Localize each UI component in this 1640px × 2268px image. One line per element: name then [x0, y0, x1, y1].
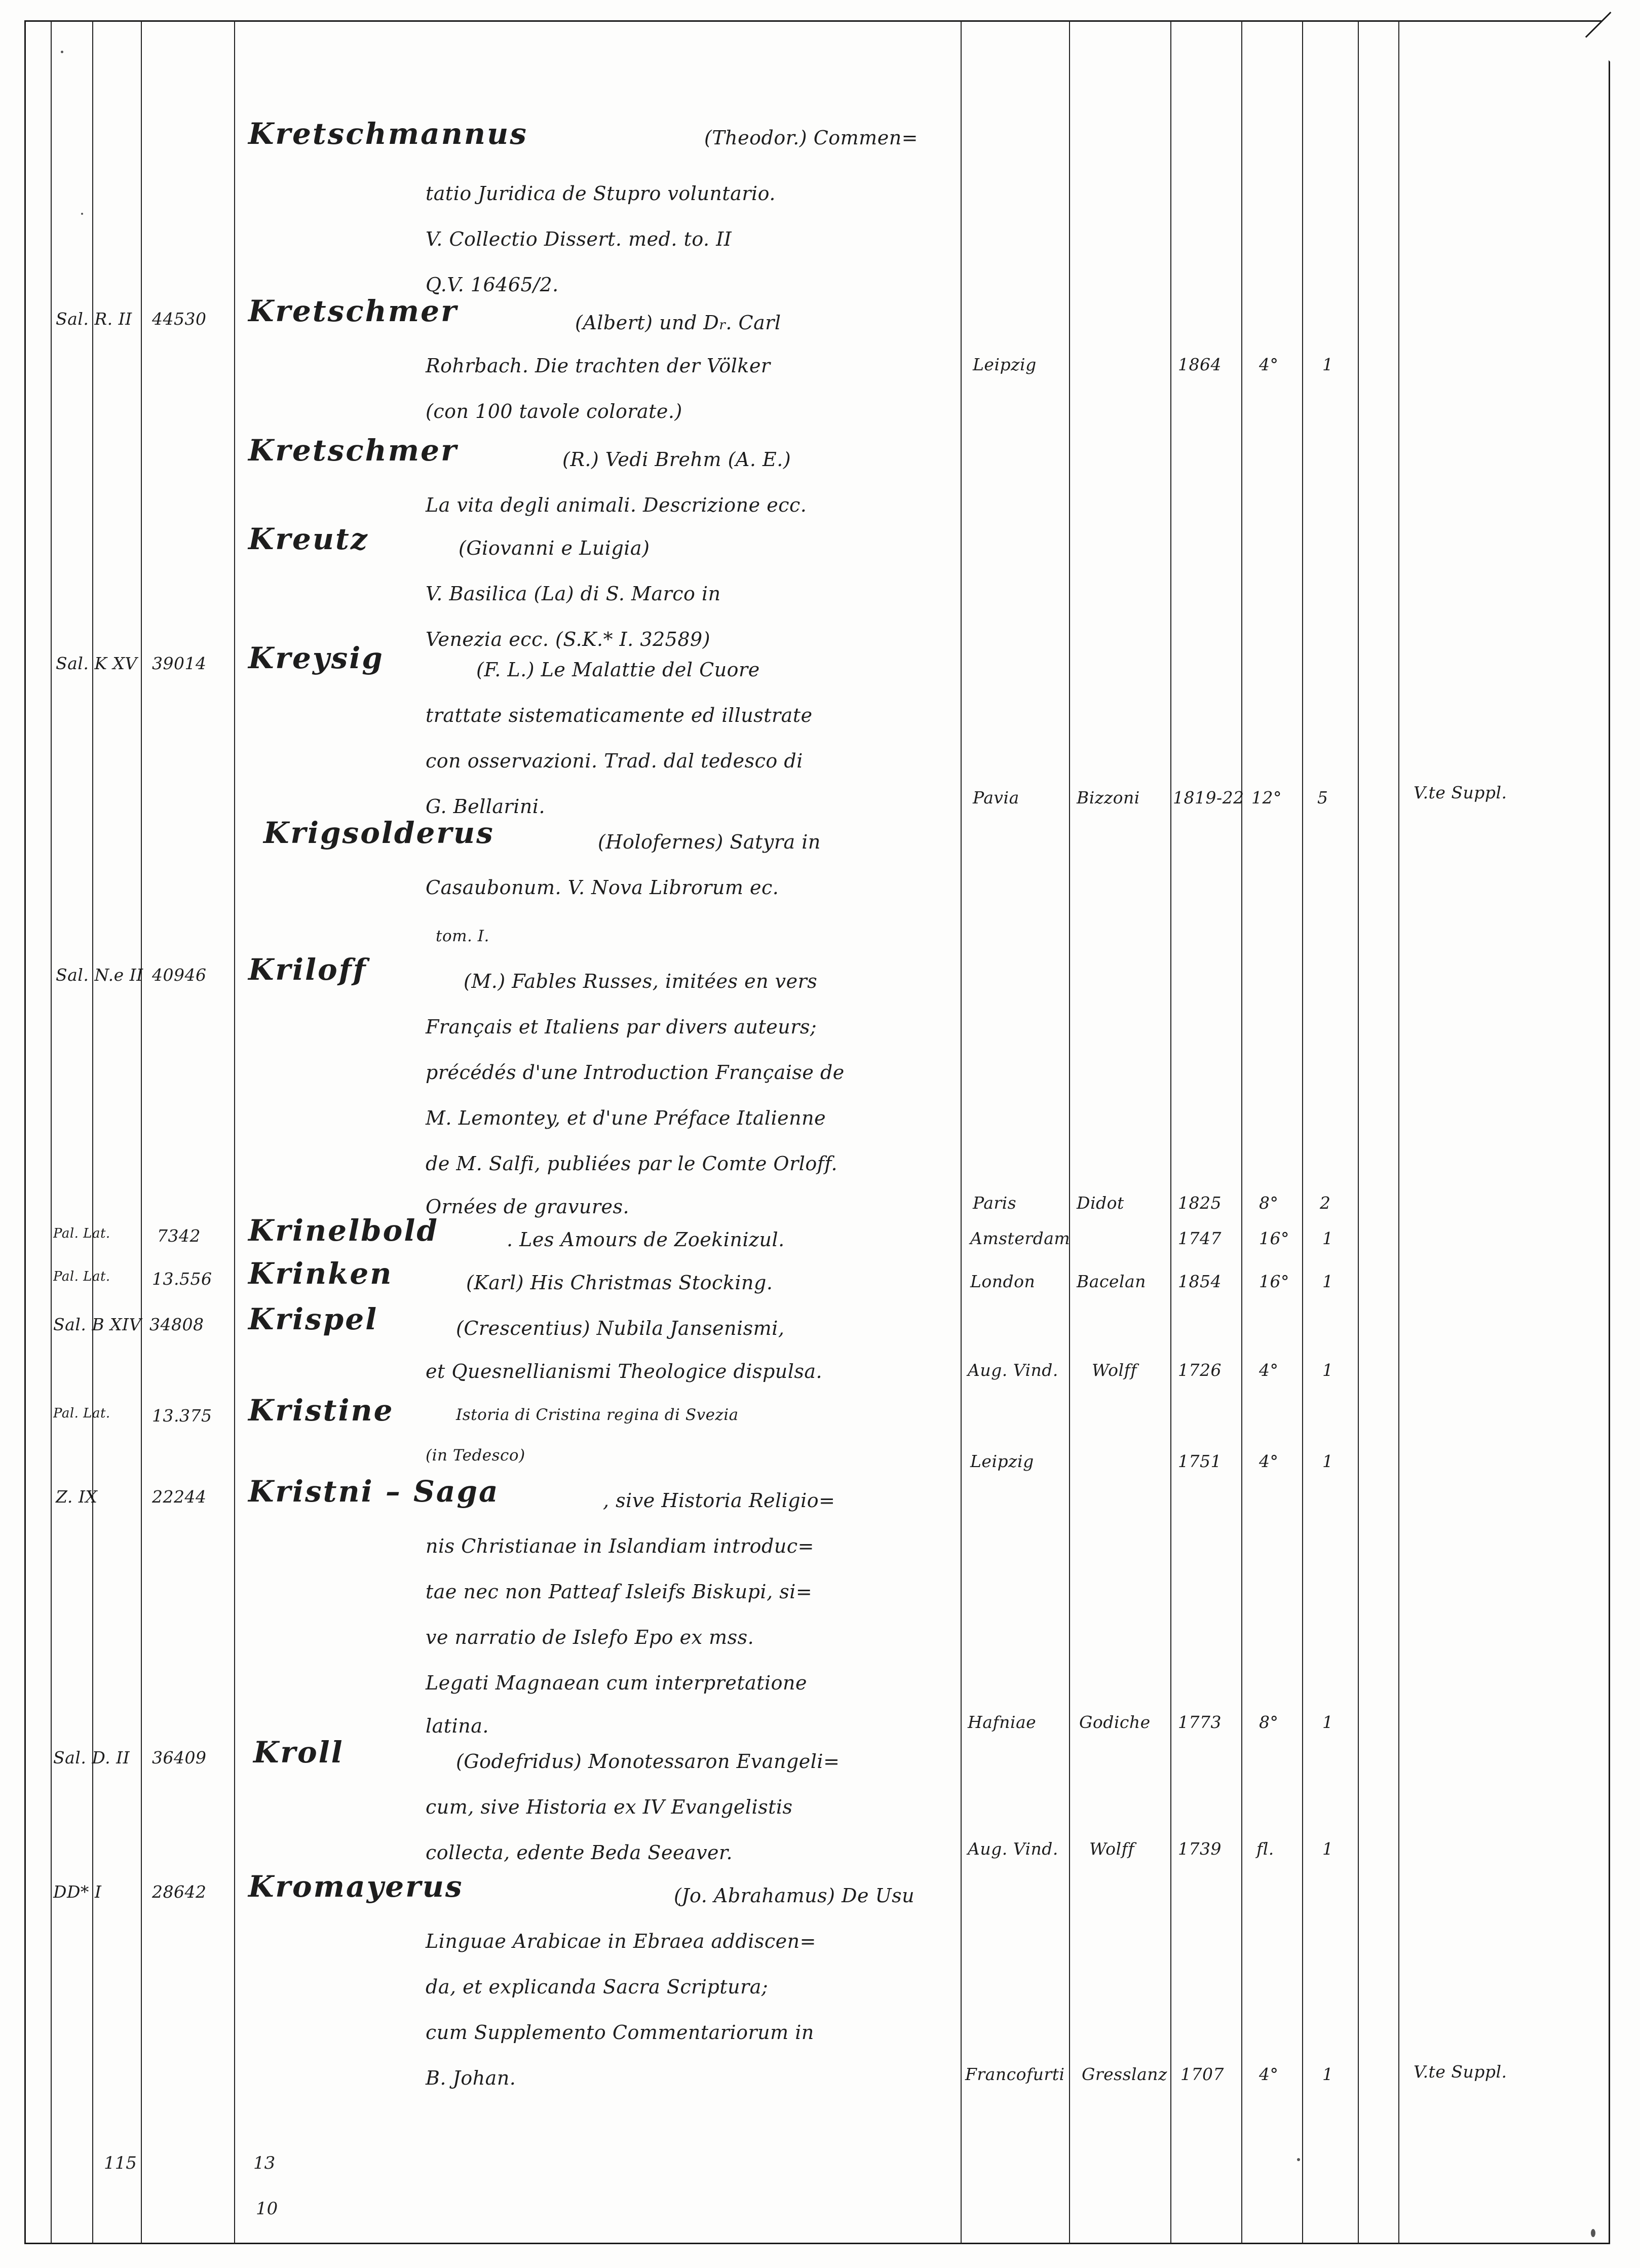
entry-line: tom. I. — [436, 927, 489, 945]
footer-middle-number-2: 10 — [256, 2199, 278, 2219]
entry-headword: Kromayerus — [248, 1869, 464, 1904]
entry-shelfmark: Sal. D. II — [53, 1748, 130, 1767]
entry-line: (in Tedesco) — [426, 1446, 525, 1465]
entry-line: Français et Italiens par divers auteurs; — [426, 1016, 817, 1038]
entry-place: Aug. Vind. — [968, 1839, 1058, 1859]
column-rule-4 — [234, 20, 235, 2244]
entry-number: 13.375 — [152, 1406, 212, 1426]
entry-headword: Kroll — [253, 1735, 344, 1770]
entry-printer: Wolff — [1089, 1839, 1135, 1859]
entry-line: G. Bellarini. — [426, 795, 546, 818]
ink-speck — [81, 213, 83, 215]
entry-place: London — [970, 1272, 1036, 1291]
entry-year: 1707 — [1180, 2064, 1224, 2084]
entry-number: 22244 — [152, 1487, 207, 1507]
ink-speck — [1297, 2158, 1300, 2161]
entry-line: cum, sive Historia ex IV Evangelistis — [426, 1796, 793, 1818]
entry-number: 7342 — [157, 1226, 201, 1246]
entry-year: 1726 — [1178, 1360, 1222, 1380]
footer-middle-number: 13 — [253, 2153, 276, 2173]
footer-left-number: 115 — [104, 2153, 137, 2173]
entry-shelfmark: Sal. K XV — [56, 654, 137, 673]
entry-line: Linguae Arabicae in Ebraea addiscen= — [426, 1930, 816, 1952]
entry-headword: Krinken — [248, 1256, 393, 1291]
entry-line: Q.V. 16465/2. — [426, 274, 559, 296]
column-rule-7 — [1170, 20, 1171, 2244]
entry-line: Istoria di Cristina regina di Svezia — [456, 1406, 739, 1424]
entry-printer: Bizzoni — [1077, 788, 1140, 808]
entry-line: tae nec non Patteaf Isleifs Biskupi, si= — [426, 1581, 813, 1603]
entry-year: 1819-22 — [1173, 788, 1244, 808]
entry-format: 4° — [1259, 1360, 1279, 1380]
entry-number: 13.556 — [152, 1269, 212, 1289]
entry-shelfmark: Sal. N.e II — [56, 965, 143, 985]
entry-place: Leipzig — [973, 355, 1037, 374]
entry-line: tatio Juridica de Stupro voluntario. — [426, 182, 776, 205]
entry-volumes: 1 — [1322, 355, 1333, 374]
entry-line: V. Collectio Dissert. med. to. II — [426, 228, 732, 250]
entry-printer: Didot — [1077, 1193, 1124, 1213]
entry-line: . Les Amours de Zoekinizul. — [507, 1228, 785, 1251]
entry-headword: Kristni – Saga — [248, 1474, 500, 1509]
entry-place: Amsterdam — [970, 1228, 1071, 1248]
entry-line: B. Johan. — [426, 2067, 516, 2089]
entry-line: (F. L.) Le Malattie del Cuore — [476, 659, 760, 681]
column-rule-11 — [1398, 20, 1399, 2244]
entry-volumes: 1 — [1322, 1360, 1333, 1380]
entry-format: 4° — [1259, 2064, 1279, 2084]
entry-line: La vita degli animali. Descrizione ecc. — [426, 494, 807, 516]
entry-shelfmark: DD* I — [53, 1882, 102, 1902]
entry-headword: Kretschmer — [248, 294, 458, 328]
entry-line: (Godefridus) Monotessaron Evangeli= — [456, 1750, 840, 1773]
page-frame — [24, 20, 1610, 2244]
entry-printer: Godiche — [1079, 1712, 1151, 1732]
entry-line: (Crescentius) Nubila Jansenismi, — [456, 1317, 785, 1339]
entry-place: Pavia — [973, 788, 1019, 808]
entry-headword: Kreysig — [248, 641, 384, 675]
entry-volumes: 1 — [1322, 1451, 1333, 1471]
entry-headword: Krinelbold — [248, 1213, 439, 1248]
entry-place: Aug. Vind. — [968, 1360, 1058, 1380]
column-rule-5 — [961, 20, 962, 2244]
entry-line: (Holofernes) Satyra in — [598, 831, 821, 853]
entry-line: (Karl) His Christmas Stocking. — [466, 1272, 773, 1294]
entry-headword: Kriloff — [248, 952, 367, 987]
entry-number: 40946 — [152, 965, 207, 985]
entry-printer: Bacelan — [1077, 1272, 1146, 1291]
entry-printer: Gresslanz — [1082, 2064, 1167, 2084]
entry-line: M. Lemontey, et d'une Préface Italienne — [426, 1107, 826, 1129]
entry-number: 44530 — [152, 309, 207, 329]
entry-printer: Wolff — [1092, 1360, 1137, 1380]
entry-line: (Albert) und Dr. Carl — [575, 312, 781, 334]
column-rule-8 — [1241, 20, 1242, 2244]
entry-volumes: 1 — [1322, 1228, 1333, 1248]
entry-headword: Krigsolderus — [263, 816, 494, 850]
entry-volumes: 1 — [1322, 1272, 1333, 1291]
entry-line: (Jo. Abrahamus) De Usu — [674, 1885, 915, 1907]
entry-line: Legati Magnaean cum interpretatione — [426, 1672, 808, 1694]
entry-line: Ornées de gravures. — [426, 1196, 630, 1218]
entry-year: 1751 — [1178, 1451, 1222, 1471]
entry-note: V.te Suppl. — [1414, 783, 1507, 802]
entry-line: (M.) Fables Russes, imitées en vers — [464, 970, 818, 992]
entry-line: Rohrbach. Die trachten der Völker — [426, 355, 771, 377]
entry-line: con osservazioni. Trad. dal tedesco di — [426, 750, 803, 772]
column-rule-9 — [1302, 20, 1303, 2244]
entry-format: 8° — [1259, 1193, 1279, 1213]
entry-line: latina. — [426, 1715, 489, 1737]
entry-year: 1864 — [1178, 355, 1222, 374]
entry-line: Venezia ecc. (S.K.* I. 32589) — [426, 628, 711, 650]
entry-number: 39014 — [152, 654, 207, 673]
entry-line: , sive Historia Religio= — [603, 1489, 835, 1512]
entry-line: ve narratio de Islefo Epo ex mss. — [426, 1626, 754, 1648]
entry-line: (Theodor.) Commen= — [704, 127, 919, 149]
entry-line: (Giovanni e Luigia) — [459, 537, 650, 559]
entry-place: Leipzig — [970, 1451, 1034, 1471]
entry-format: fl. — [1256, 1839, 1274, 1859]
entry-line: nis Christianae in Islandiam introduc= — [426, 1535, 814, 1557]
ink-speck — [1591, 2229, 1595, 2237]
entry-line: collecta, edente Beda Seeaver. — [426, 1841, 733, 1864]
entry-line: de M. Salfi, publiées par le Comte Orloff. — [426, 1152, 838, 1175]
entry-volumes: 2 — [1320, 1193, 1331, 1213]
entry-line: trattate sistematicamente ed illustrate — [426, 704, 813, 726]
entry-place: Francofurti — [965, 2064, 1065, 2084]
column-rule-3 — [141, 20, 142, 2244]
entry-shelfmark: Pal. Lat. — [53, 1269, 110, 1284]
entry-shelfmark: Z. IX — [56, 1487, 98, 1507]
entry-line: V. Basilica (La) di S. Marco in — [426, 583, 721, 605]
entry-format: 4° — [1259, 355, 1279, 374]
entry-format: 12° — [1251, 788, 1282, 808]
entry-number: 28642 — [152, 1882, 207, 1902]
entry-line: (R.) Vedi Brehm (A. E.) — [562, 448, 791, 471]
entry-format: 4° — [1259, 1451, 1279, 1471]
entry-volumes: 1 — [1322, 1712, 1333, 1732]
entry-line: et Quesnellianismi Theologice dispulsa. — [426, 1360, 823, 1382]
entry-number: 36409 — [152, 1748, 207, 1767]
entry-year: 1739 — [1178, 1839, 1222, 1859]
column-rule-6 — [1069, 20, 1070, 2244]
entry-place: Hafniae — [968, 1712, 1037, 1732]
entry-shelfmark: Sal. B XIV — [53, 1315, 141, 1334]
entry-number: 34808 — [149, 1315, 204, 1334]
entry-headword: Kristine — [248, 1393, 394, 1428]
column-rule-10 — [1358, 20, 1359, 2244]
entry-line: (con 100 tavole colorate.) — [426, 400, 682, 422]
entry-year: 1747 — [1178, 1228, 1222, 1248]
entry-headword: Krispel — [248, 1302, 378, 1336]
entry-format: 16° — [1259, 1228, 1289, 1248]
entry-format: 16° — [1259, 1272, 1289, 1291]
entry-headword: Kretschmer — [248, 433, 458, 468]
entry-headword: Kretschmannus — [248, 117, 528, 151]
entry-place: Paris — [973, 1193, 1017, 1213]
column-rule-1 — [51, 20, 52, 2244]
entry-headword: Kreutz — [248, 522, 369, 556]
entry-year: 1825 — [1178, 1193, 1222, 1213]
entry-note: V.te Suppl. — [1414, 2062, 1507, 2082]
entry-volumes: 1 — [1322, 2064, 1333, 2084]
entry-year: 1773 — [1178, 1712, 1222, 1732]
entry-shelfmark: Pal. Lat. — [53, 1406, 110, 1421]
column-rule-2 — [92, 20, 93, 2244]
ink-speck — [61, 51, 63, 53]
entry-line: Casaubonum. V. Nova Librorum ec. — [426, 876, 779, 899]
entry-shelfmark: Pal. Lat. — [53, 1226, 110, 1241]
entry-shelfmark: Sal. R. II — [56, 309, 132, 329]
entry-line: cum Supplemento Commentariorum in — [426, 2021, 814, 2044]
entry-volumes: 5 — [1317, 788, 1328, 808]
entry-year: 1854 — [1178, 1272, 1222, 1291]
entry-line: précédés d'une Introduction Française de — [426, 1061, 845, 1084]
entry-volumes: 1 — [1322, 1839, 1333, 1859]
entry-format: 8° — [1259, 1712, 1279, 1732]
entry-line: da, et explicanda Sacra Scriptura; — [426, 1976, 769, 1998]
